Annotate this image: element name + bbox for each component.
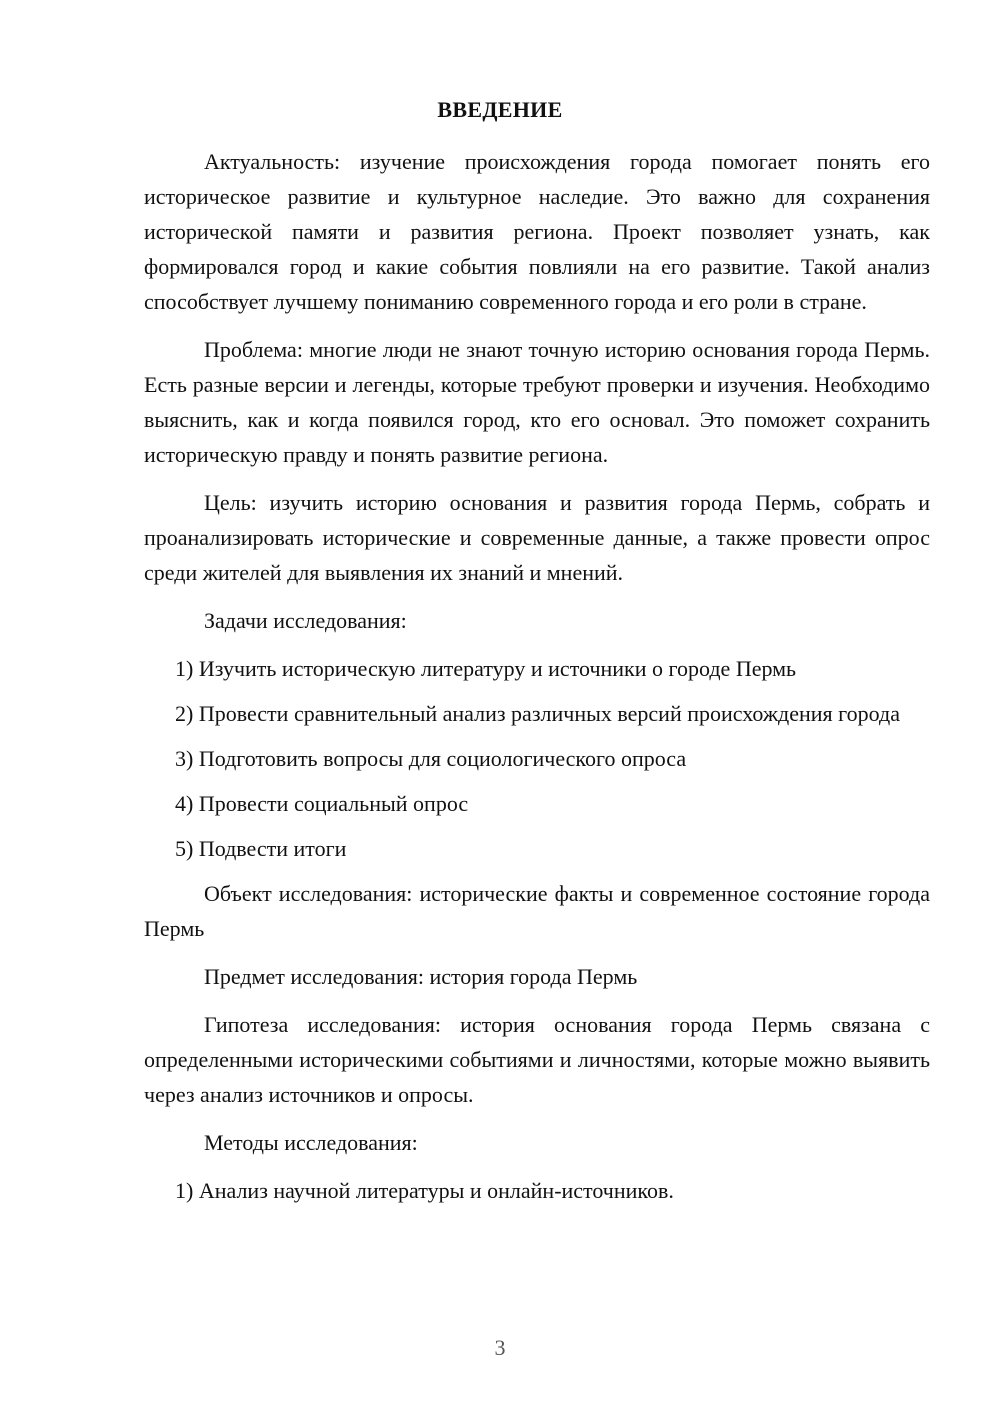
method-item: 1) Анализ научной литературы и онлайн-источников. [175,1178,674,1203]
page-number: 3 [494,1335,506,1360]
relevance-paragraph: Актуальность: изучение происхождения города помогает понять его историческое развитие и культурное наследие. Это важно для сохранения исторической памяти и развития региона. Проект позволяет узнать, как формировался город и какие события повлияли на его развитие. Такой анализ способствует лучшему пониманию современного города и его роли в стране. [144,149,930,314]
methods-heading: Методы исследования: [204,1130,418,1155]
subject-paragraph: Предмет исследования: история города Пермь [204,964,638,989]
task-item: 5) Подвести итоги [175,836,347,861]
task-item: 3) Подготовить вопросы для социологического опроса [175,746,687,771]
page-title: ВВЕДЕНИЕ [437,97,563,122]
hypothesis-paragraph: Гипотеза исследования: история основания города Пермь связана с определенными историческими событиями и личностями, которые можно выявить через анализ источников и опросы. [144,1012,930,1107]
goal-paragraph: Цель: изучить историю основания и развития города Пермь, собрать и проанализировать исторические и современные данные, а также провести опрос среди жителей для выявления их знаний и мнений. [144,490,930,585]
task-item: 2) Провести сравнительный анализ различных версий происхождения города [175,701,900,726]
problem-paragraph: Проблема: многие люди не знают точную историю основания города Пермь. Есть разные версии и легенды, которые требуют проверки и изучения. Необходимо выяснить, как и когда появился город, кто его основал. Это поможет сохранить историческую правду и понять развитие региона. [144,337,930,467]
document-body [144,144,930,1218]
task-item: 1) Изучить историческую литературу и источники о городе Пермь [175,656,797,681]
tasks-heading: Задачи исследования: [204,608,407,633]
object-paragraph: Объект исследования: исторические факты и современное состояние города Пермь [144,881,930,941]
task-item: 4) Провести социальный опрос [175,791,469,816]
